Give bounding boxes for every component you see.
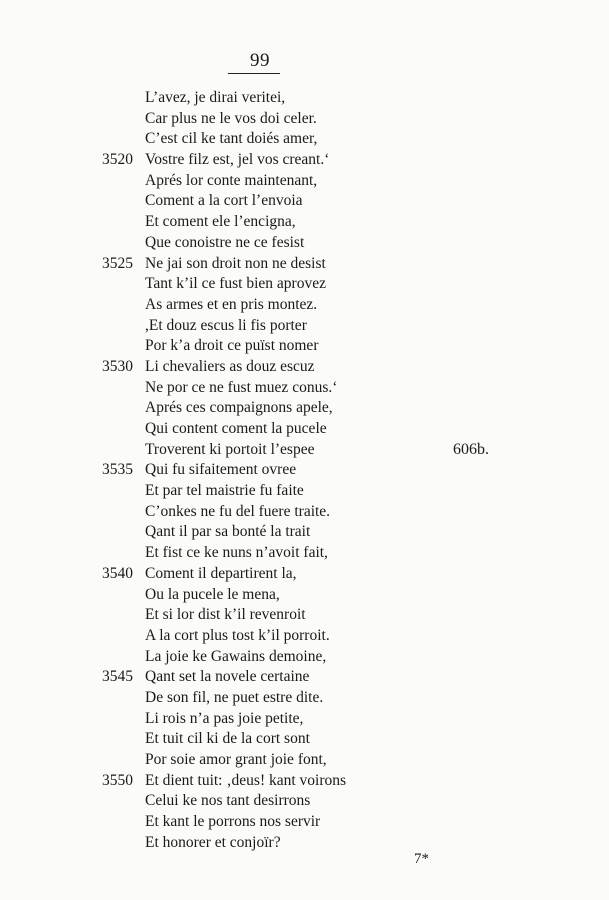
margin-note: 606b. (453, 440, 489, 458)
verse-line (0, 729, 609, 750)
verse-text: Coment il departirent la, (145, 564, 297, 582)
verse-line (0, 833, 609, 854)
verse-line (0, 150, 609, 171)
verse-line (0, 667, 609, 688)
verse-text: Ou la pucele le mena, (145, 585, 280, 603)
verse-text: Et honorer et conjoïr? (145, 833, 281, 851)
verse-text: Celui ke nos tant desirrons (145, 792, 311, 810)
verse-block (0, 88, 609, 853)
verse-text: Car plus ne le vos doi celer. (145, 109, 317, 127)
verse-text: Li chevaliers as douz escuz (145, 357, 315, 375)
line-number: 3530 (102, 357, 133, 375)
verse-text: Et fist ce ke nuns n’avoit fait, (145, 544, 328, 562)
verse-text: Aprés ces compaignons apele, (145, 399, 333, 417)
verse-line (0, 419, 609, 440)
verse-text: C’onkes ne fu del fuere traite. (145, 502, 331, 520)
verse-text: As armes et en pris montez. (145, 295, 318, 313)
verse-line (0, 233, 609, 254)
verse-line (0, 709, 609, 730)
verse-line (0, 191, 609, 212)
verse-line (0, 129, 609, 150)
verse-line (0, 647, 609, 668)
verse-text: Aprés lor conte maintenant, (145, 171, 318, 189)
verse-text: L’avez, je dirai veritei, (145, 89, 286, 106)
verse-text: Coment a la cort l’envoia (145, 192, 303, 210)
verse-line (0, 88, 609, 109)
verse-text: Tant k’il ce fust bien aprovez (145, 275, 326, 293)
verse-text: Ne jai son droit non ne desist (145, 254, 326, 272)
verse-line (0, 316, 609, 337)
verse-text: De son fil, ne puet estre dite. (145, 688, 324, 706)
verse-text: Li rois n’a pas joie petite, (145, 709, 304, 727)
verse-line (0, 522, 609, 543)
verse-line (0, 481, 609, 502)
verse-text: ,Et douz escus li fis porter (145, 316, 307, 334)
verse-text: Et kant le porrons nos servir (145, 813, 321, 831)
verse-text: Troverent ki portoit l’espee (145, 440, 315, 458)
verse-line (0, 398, 609, 419)
verse-line (0, 812, 609, 833)
line-number: 3520 (102, 151, 133, 169)
verse-text: Et si lor dist k’il revenroit (145, 606, 306, 624)
verse-text: Qant il par sa bonté la trait (145, 523, 311, 541)
verse-text: Et tuit cil ki de la cort sont (145, 730, 310, 748)
verse-text: Et coment ele l’encigna, (145, 213, 296, 231)
line-number: 3550 (102, 771, 133, 789)
verse-line (0, 502, 609, 523)
verse-line (0, 543, 609, 564)
page-number: 99 (250, 50, 270, 71)
verse-line (0, 791, 609, 812)
line-number: 3525 (102, 254, 133, 272)
verse-text: Qui content coment la pucele (145, 420, 327, 437)
verse-text: Por soie amor grant joie font, (145, 751, 327, 768)
line-number: 3535 (102, 461, 133, 479)
verse-text: Vostre filz est, jel vos creant.‘ (145, 151, 330, 169)
verse-line (0, 626, 609, 647)
verse-line (0, 378, 609, 399)
line-number: 3545 (102, 668, 133, 686)
line-number: 3540 (102, 564, 133, 582)
verse-text: Et par tel maistrie fu faite (145, 482, 304, 500)
verse-line (0, 295, 609, 316)
verse-line (0, 274, 609, 295)
verse-text: C’est cil ke tant doiés amer, (145, 130, 318, 148)
verse-line (0, 688, 609, 709)
verse-line (0, 564, 609, 585)
verse-text: Ne por ce ne fust muez conus.‘ (145, 378, 338, 396)
verse-text: Qant set la novele certaine (145, 668, 310, 686)
verse-line (0, 357, 609, 378)
verse-line (0, 605, 609, 626)
verse-line (0, 585, 609, 606)
verse-text: A la cort plus tost k’il porroit. (145, 626, 330, 644)
printer-signature: 7* (414, 851, 429, 867)
verse-text: Por k’a droit ce puïst nomer (145, 337, 319, 355)
header-rule (228, 73, 280, 74)
verse-line (0, 771, 609, 792)
verse-line (0, 109, 609, 130)
verse-line (0, 171, 609, 192)
verse-text: La joie ke Gawains demoine, (145, 647, 327, 665)
verse-text: Qui fu sifaitement ovree (145, 461, 297, 479)
verse-line (0, 440, 609, 461)
verse-line (0, 212, 609, 233)
verse-text: Et dient tuit: ‚deus! kant voirons (145, 771, 347, 789)
verse-line (0, 254, 609, 275)
verse-text: Que conoistre ne ce fesist (145, 233, 305, 251)
verse-line (0, 336, 609, 357)
verse-line (0, 460, 609, 481)
verse-line (0, 750, 609, 771)
